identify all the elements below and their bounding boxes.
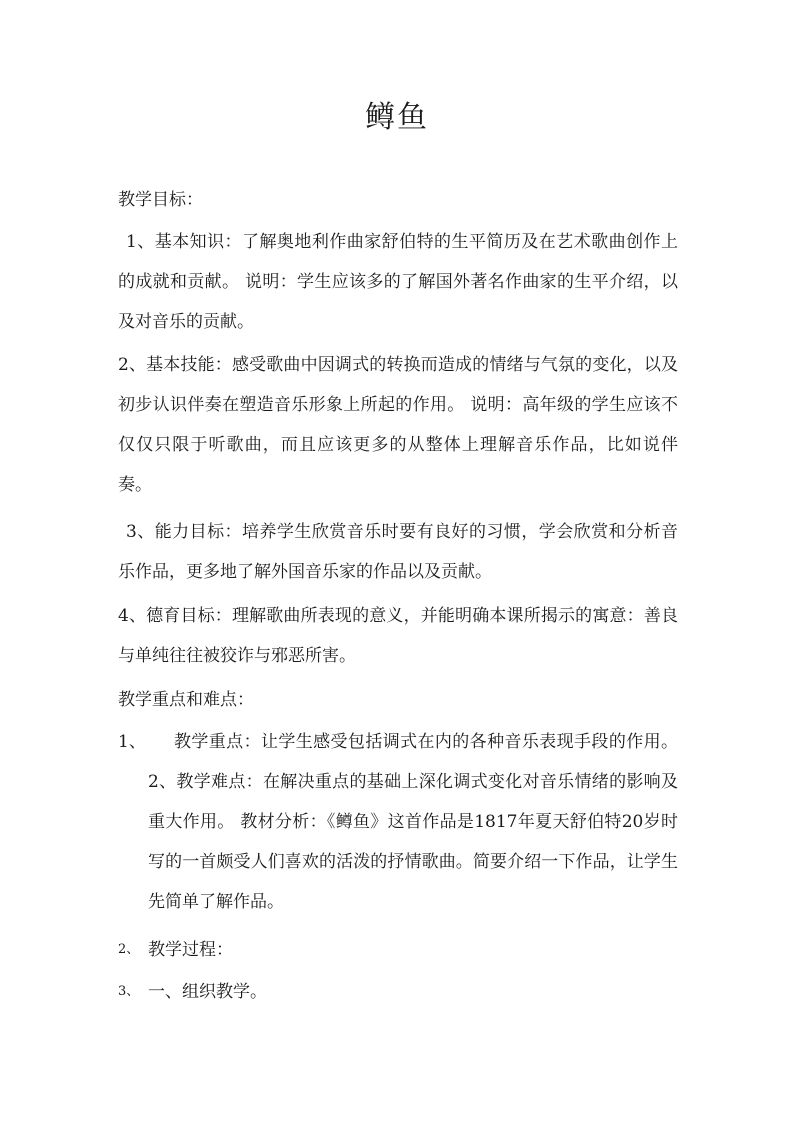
list-item-number: 1、 [118, 732, 146, 752]
keys-heading: 教学重点和难点： [118, 690, 254, 710]
list-item-number: 3、 [118, 984, 140, 999]
goal-1-paragraph: 1、基本知识：了解奥地利作曲家舒伯特的生平简历及在艺术歌曲创作上的成就和贡献。 说明：学生应该多的了解国外著名作曲家的生平介绍，以及对音乐的贡献。 [118, 232, 678, 332]
list-item-text: 教学过程： [148, 940, 233, 960]
goal-3-paragraph: 3、能力目标：培养学生欣赏音乐时要有良好的习惯，学会欣赏和分析音乐作品，更多地了解外国音乐家的作品以及贡献。 [118, 522, 678, 582]
page-title: 鳟鱼 [365, 100, 429, 135]
list-item-text: 一、组织教学。 [148, 982, 267, 1002]
goals-heading: 教学目标： [118, 190, 203, 210]
list-item [118, 722, 678, 922]
list-item [118, 972, 678, 1012]
goal-4-paragraph: 4、德育目标：理解歌曲所表现的意义，并能明确本课所揭示的寓意：善良与单纯往往被狡诈与邪恶所害。 [118, 606, 678, 666]
list-item-text: 教学重点：让学生感受包括调式在内的各种音乐表现手段的作用。 2、教学难点：在解决重点的基础上深化调式变化对音乐情绪的影响及重大作用。 教材分析：《鳟鱼》这首作品是1817年夏天舒伯特20岁时写的一首颇受人们喜欢的活泼的抒情歌曲。简要介绍一下作品，让学生先简单了解作品。 [148, 732, 678, 912]
goal-2-paragraph: 2、基本技能：感受歌曲中因调式的转换而造成的情绪与气氛的变化，以及初步认识伴奏在塑造音乐形象上所起的作用。 说明：高年级的学生应该不仅仅只限于听歌曲，而且应该更多的从整体上理解音乐作品，比如说伴奏。 [118, 355, 678, 495]
list-item [118, 930, 678, 970]
list-item-number: 2、 [118, 942, 140, 957]
